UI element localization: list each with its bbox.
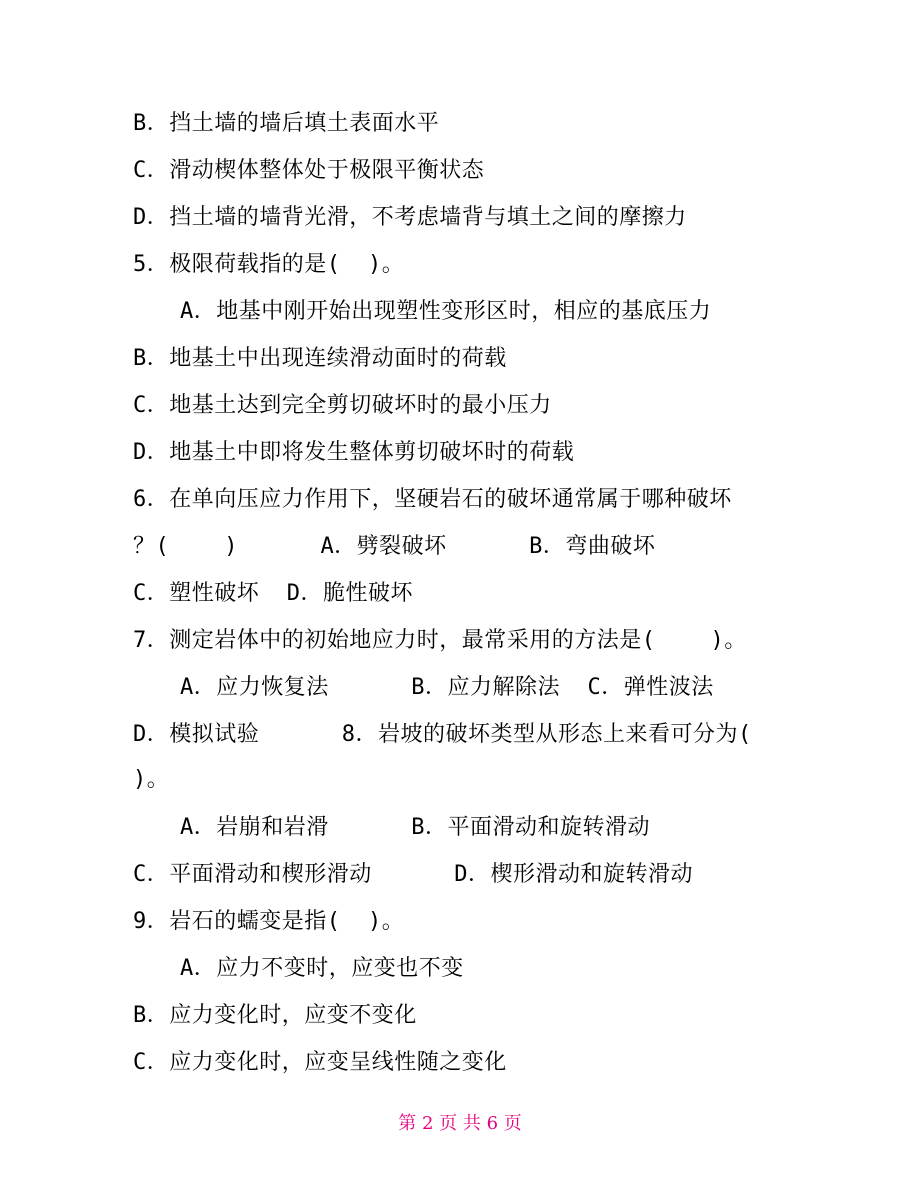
question-8-end: )。 (133, 767, 170, 792)
question-7: 7．测定岩体中的初始地应力时，最常采用的方法是( )。 (133, 628, 747, 653)
q7-option-d-and-question-8: D．模拟试验 8．岩坡的破坏类型从形态上来看可分为( (133, 722, 752, 747)
q6-options-ab: ？( ) A．劈裂破坏 B．弯曲破坏 (133, 534, 656, 559)
q5-option-a: A．地基中刚开始出现塑性变形区时，相应的基底压力 (180, 299, 712, 324)
q5-option-c: C．地基土达到完全剪切破坏时的最小压力 (133, 393, 552, 418)
question-5: 5．极限荷载指的是( )。 (133, 252, 405, 277)
q8-options-ab: A．岩崩和岩滑 B．平面滑动和旋转滑动 (180, 815, 650, 840)
q6-options-cd: C．塑性破坏 D．脆性破坏 (133, 581, 413, 606)
q5-option-d: D．地基土中即将发生整体剪切破坏时的荷载 (133, 440, 575, 465)
q5-option-b: B．地基土中出现连续滑动面时的荷载 (133, 346, 507, 371)
option-b-line: B．挡土墙的墙后填土表面水平 (133, 111, 440, 136)
option-d-line: D．挡土墙的墙背光滑，不考虑墙背与填土之间的摩擦力 (133, 205, 687, 230)
option-c-line: C．滑动楔体整体处于极限平衡状态 (133, 158, 485, 183)
q8-options-cd: C．平面滑动和楔形滑动 D．楔形滑动和旋转滑动 (133, 862, 693, 887)
question-6: 6．在单向压应力作用下，坚硬岩石的破坏通常属于哪种破坏 (133, 487, 732, 512)
q9-option-a: A．应力不变时，应变也不变 (180, 956, 464, 981)
q9-option-c: C．应力变化时，应变呈线性随之变化 (133, 1050, 507, 1075)
q7-options-abc: A．应力恢复法 B．应力解除法 C．弹性波法 (180, 675, 714, 700)
q9-option-b: B．应力变化时，应变不变化 (133, 1003, 417, 1028)
question-9: 9．岩石的蠕变是指( )。 (133, 909, 405, 934)
page-footer: 第 2 页 共 6 页 (398, 1113, 522, 1134)
